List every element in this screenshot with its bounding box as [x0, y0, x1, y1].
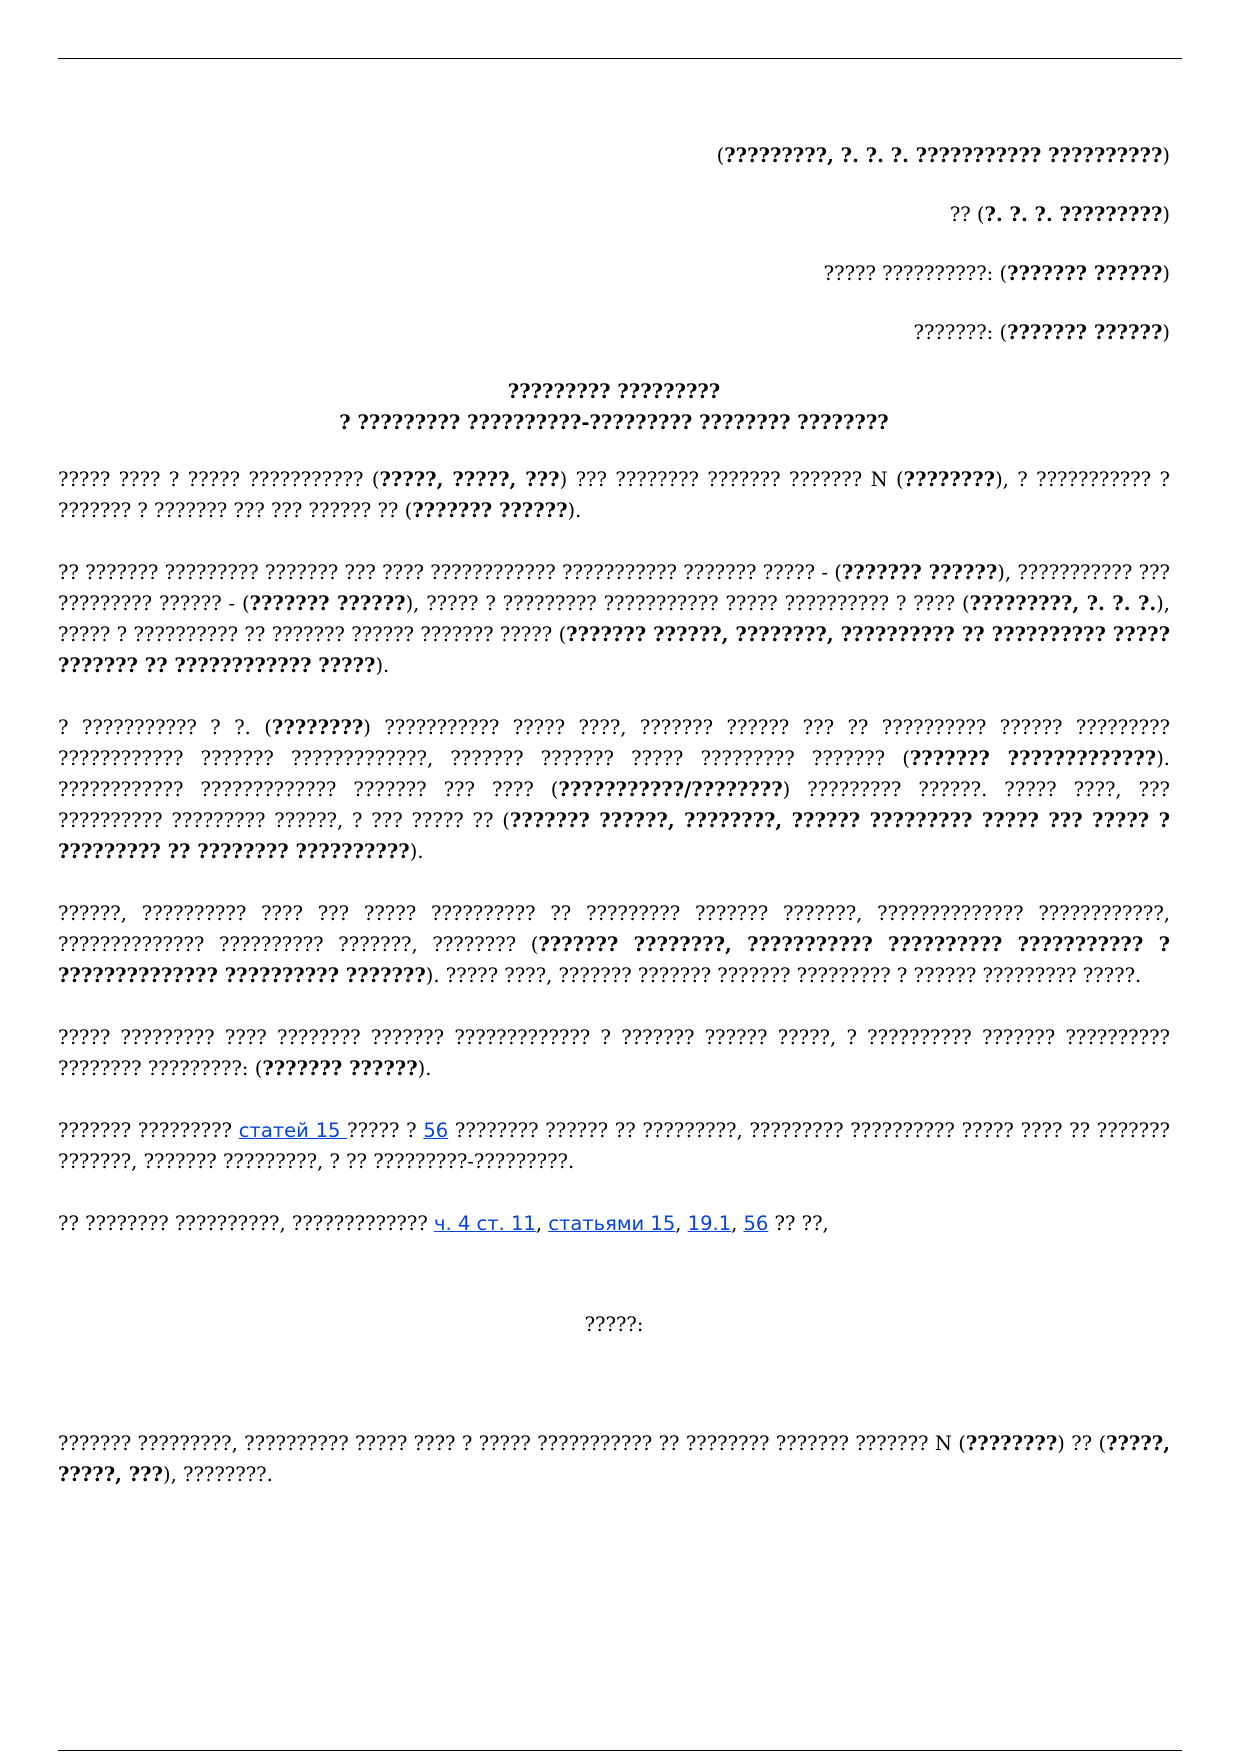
law-link-part4-article11[interactable]: ч. 4 ст. 11 [434, 1212, 536, 1235]
document-body [58, 140, 1170, 1521]
paragraph-2: ?? ??????? ????????? ??????? ??? ???? ???????????? ??????????? ??????? ????? - (??????? ??????), ??????????? ??? ????????? ?????? - (??????? ??????), ????? ? ????????? ??????????? ????? ?????????? ? ???? (?????????, ?. ?. ?.), ????? ? ?????????? ?? ??????? ?????? ??????? ????? (??????? ??????, ????????, ?????????? ?? ?????????? ????? ??????? ?? ???????????? ?????). [58, 561, 1170, 677]
paragraph-4: ??????, ?????????? ???? ??? ????? ?????????? ?? ????????? ??????? ???????, ?????????????? ????????????, ?????????????? ?????????? ???????, ???????? (??????? ????????, ??????????? ?????????? ??????????? ? ?????????????? ?????????? ???????). ????? ????, ??????? ??????? ??????? ????????? ? ?????? ????????? ?????. [58, 902, 1170, 987]
decision-heading: ?????: [584, 1313, 644, 1336]
title-line-2: ? ????????? ??????????-????????? ???????? ???????? [339, 411, 889, 434]
paragraph-1: ????? ???? ? ????? ??????????? (?????, ?????, ???) ??? ???????? ??????? ??????? N (????????), ? ??????????? ? ??????? ? ??????? ??? ??? ?????? ?? (??????? ??????). [58, 468, 1170, 522]
paragraph-6: ??????? ????????? статей 15 ????? ? 56 ???????? ?????? ?? ?????????, ????????? ?????????? ????? ???? ?? ??????? ???????, ??????? ?????????, ? ?? ?????????-?????????. [58, 1119, 1170, 1173]
law-link-56[interactable]: 56 [423, 1119, 449, 1142]
title-line-1: ????????? ????????? [507, 380, 721, 403]
law-link-56-b[interactable]: 56 [743, 1212, 769, 1235]
top-rule [58, 58, 1182, 59]
paragraph-3: ? ??????????? ? ?. (????????) ??????????? ????? ????, ??????? ?????? ??? ?? ?????????? ?????? ????????? ???????????? ??????? ?????????????, ??????? ??????? ????? ????????? ??????? (??????? ?????????????). ???????????? ????????????? ??????? ??? ???? (???????????/????????) ????????? ??????. ????? ????, ??? ?????????? ????????? ??????, ? ??? ????? ?? (??????? ??????, ????????, ?????? ????????? ????? ??? ????? ? ????????? ?? ???????? ??????????). [58, 716, 1171, 863]
law-link-articles-15[interactable]: статьями 15 [548, 1212, 676, 1235]
date-line: ???????: (??????? ??????) [913, 321, 1170, 344]
bottom-rule [58, 1750, 1182, 1751]
law-link-article-15[interactable]: статей 15 [238, 1119, 348, 1142]
court-line: (?????????, ?. ?. ?. ??????????? ??????????) [716, 144, 1170, 167]
judge-line: ?? (?. ?. ?. ?????????) [949, 203, 1170, 226]
document-title [58, 376, 1170, 438]
case-number-line: ????? ??????????: (??????? ??????) [823, 262, 1170, 285]
paragraph-7: ?? ???????? ??????????, ????????????? ч. 4 ст. 11, статьями 15, 19.1, 56 ?? ??, [58, 1212, 829, 1235]
paragraph-5: ????? ????????? ???? ???????? ??????? ????????????? ? ??????? ?????? ?????, ? ?????????? ??????? ?????????? ???????? ?????????: (??????? ??????). [58, 1026, 1170, 1080]
law-link-19-1[interactable]: 19.1 [687, 1212, 732, 1235]
decision-text: ??????? ?????????, ?????????? ????? ???? ? ????? ??????????? ?? ???????? ??????? ??????? N (????????) ?? (?????, ?????, ???), ????????. [58, 1432, 1170, 1486]
